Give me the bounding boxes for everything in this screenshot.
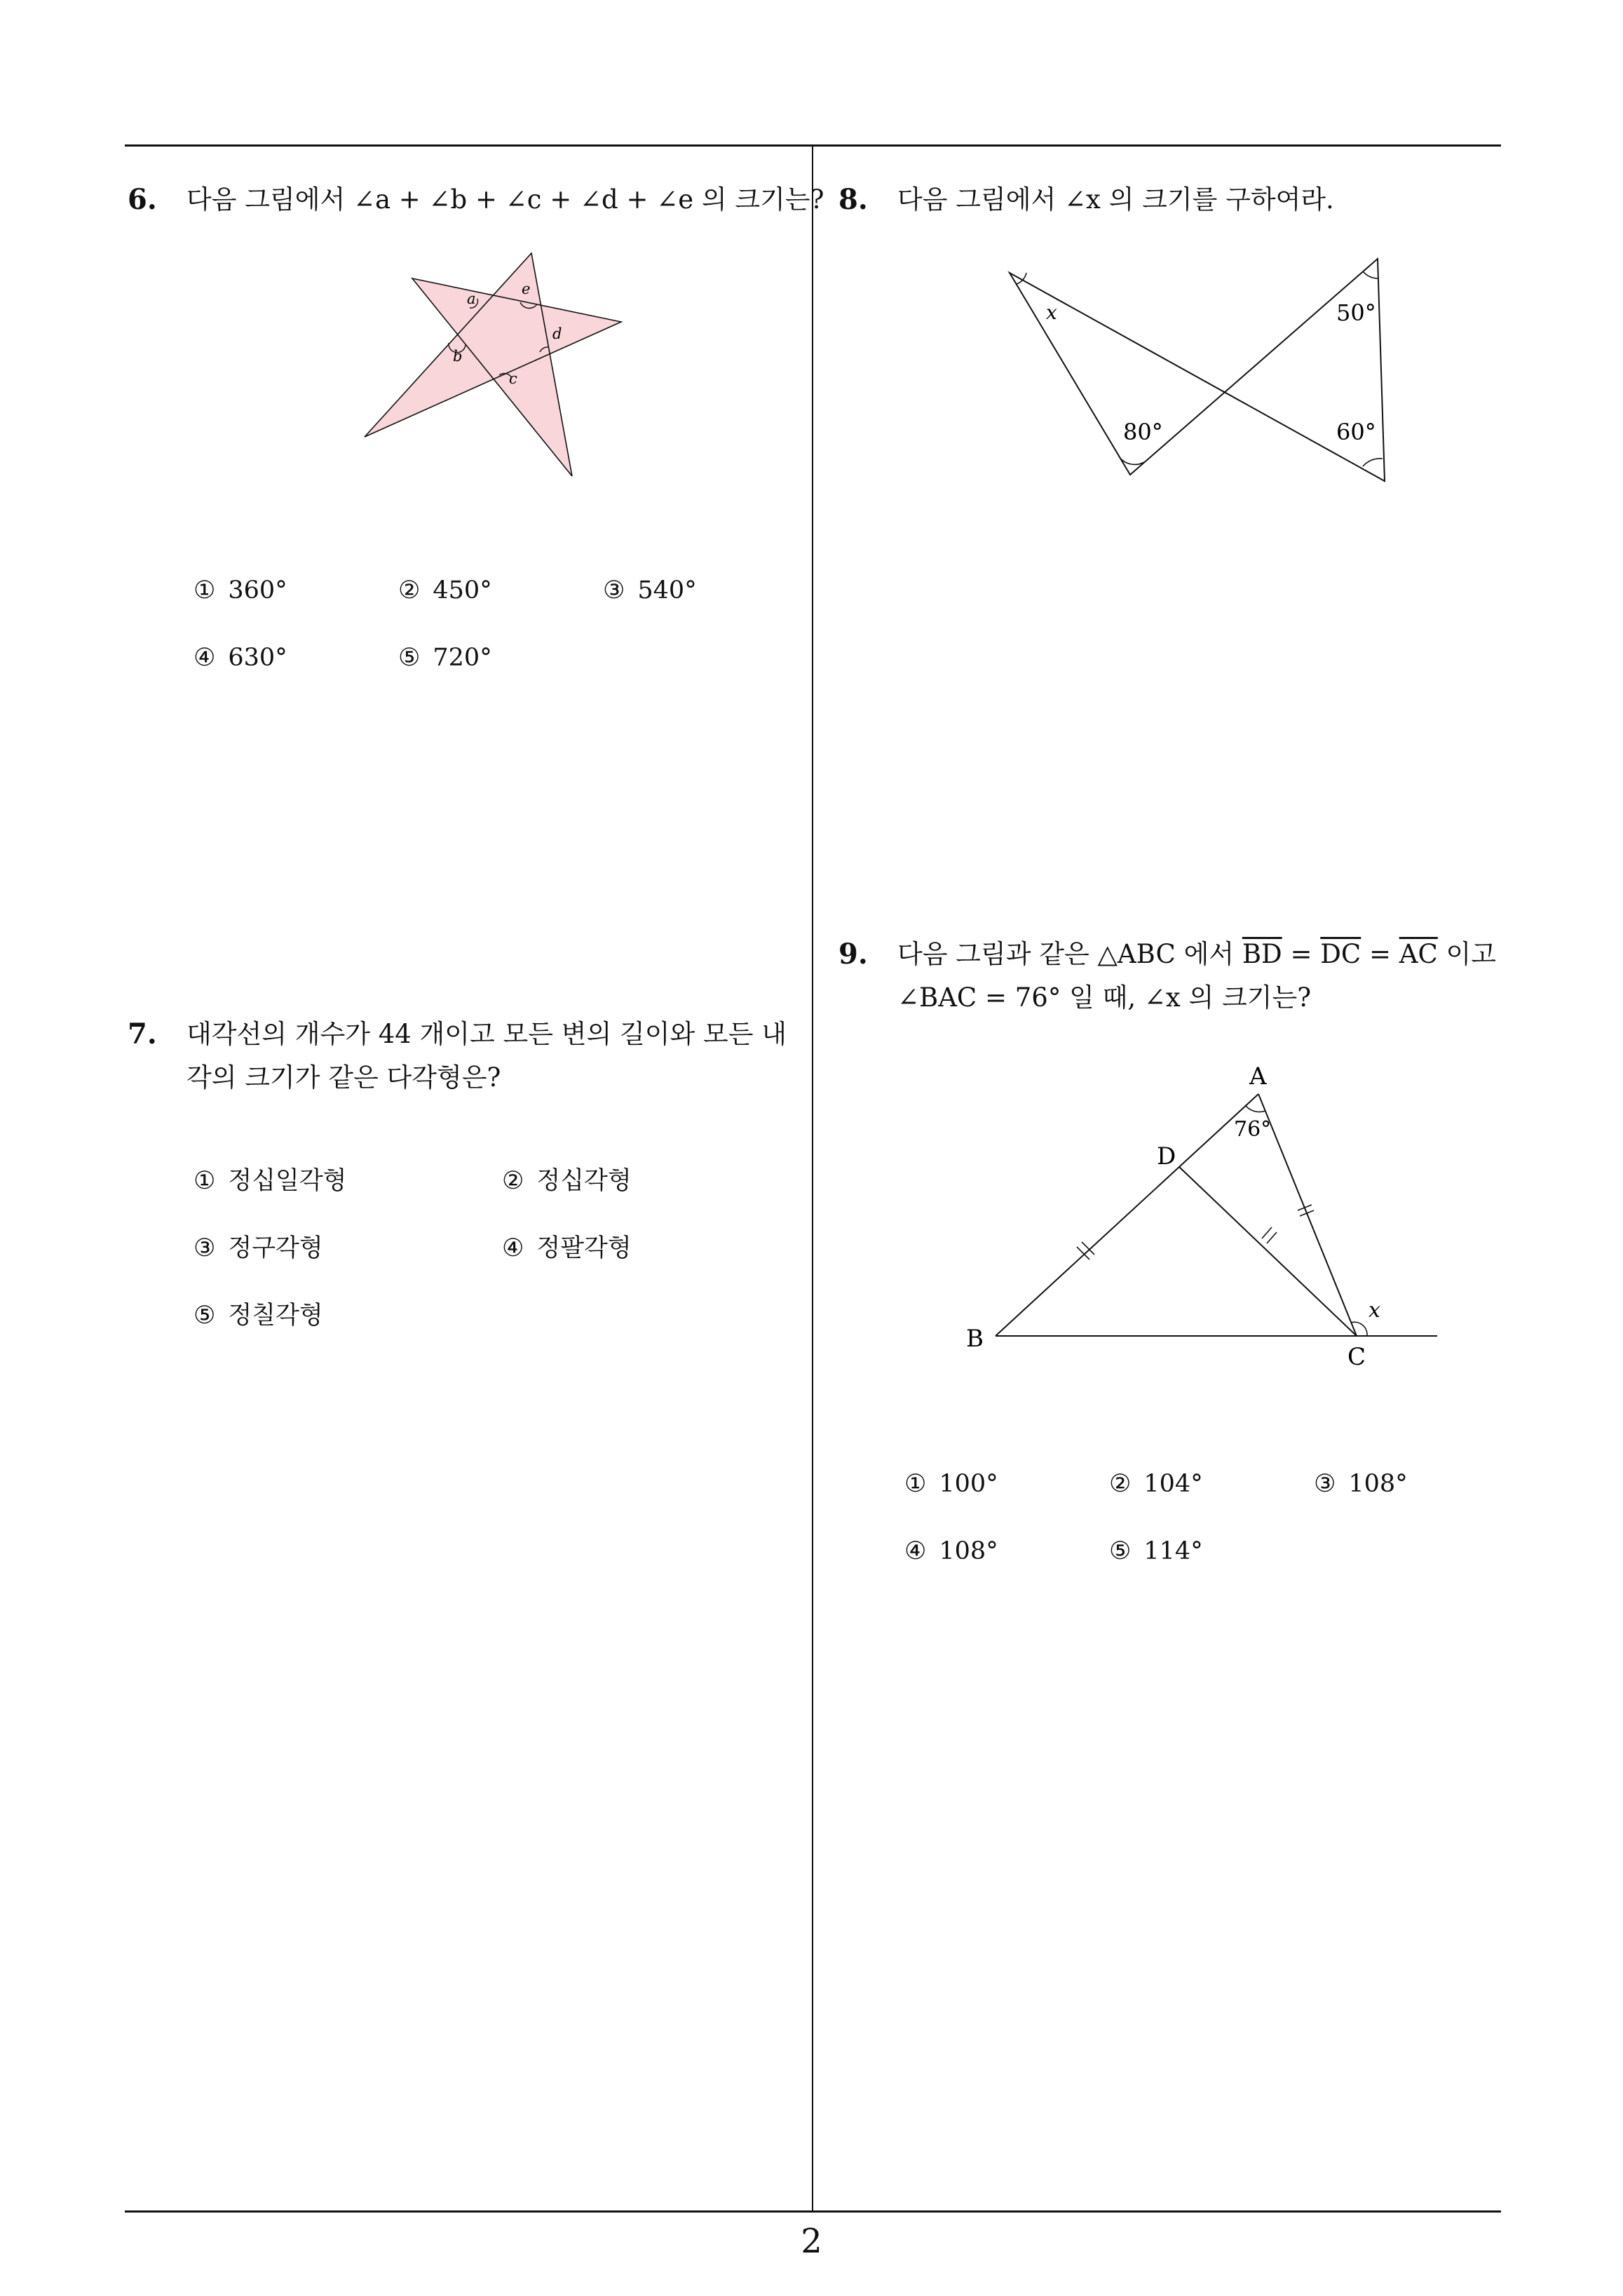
q6-choice-2[interactable]: ② 450°: [398, 576, 492, 605]
label-76: 76°: [1234, 1117, 1272, 1142]
side-ac: [1258, 1094, 1357, 1336]
question-text-line1: 대각선의 개수가 44 개이고 모든 변의 길이와 모든 내: [186, 1019, 787, 1049]
q7-choice-4[interactable]: ④ 정팔각형: [502, 1234, 632, 1262]
label-60: 60°: [1336, 419, 1376, 445]
label-C: C: [1347, 1343, 1366, 1371]
column-divider: [812, 144, 813, 2212]
q7-choice-3[interactable]: ③ 정구각형: [193, 1234, 323, 1262]
label-d: d: [552, 325, 562, 342]
bowtie-lines: [1010, 259, 1385, 481]
q7-choice-2[interactable]: ② 정십각형: [502, 1167, 632, 1195]
question-text: 다음 그림에서 ∠a + ∠b + ∠c + ∠d + ∠e 의 크기는?: [186, 184, 824, 215]
q7-choice-5[interactable]: ⑤ 정칠각형: [193, 1302, 323, 1330]
segment-dc-line: [1179, 1167, 1357, 1336]
label-50: 50°: [1336, 299, 1376, 326]
q6-choice-1[interactable]: ① 360°: [193, 576, 287, 605]
bowtie-figure: [996, 249, 1402, 487]
q6-choice-3[interactable]: ③ 540°: [603, 576, 697, 605]
question-number: 6.: [128, 183, 157, 216]
segment-ac: $\overline{AC}$: [1399, 939, 1438, 969]
question-8: [838, 178, 1483, 222]
question-number: 8.: [838, 183, 868, 216]
q9-choice-4[interactable]: ④ 108°: [904, 1537, 998, 1565]
question-6: [128, 178, 824, 222]
segment-bd: $\overline{BD}$: [1242, 939, 1282, 969]
label-x: x: [1369, 1298, 1380, 1323]
label-D: D: [1157, 1142, 1176, 1170]
question-7: [128, 1013, 801, 1100]
label-b: b: [453, 348, 463, 365]
question-number: 7.: [128, 1018, 157, 1051]
q9-choice-5[interactable]: ⑤ 114°: [1109, 1537, 1203, 1565]
q9-choice-3[interactable]: ③ 108°: [1314, 1470, 1408, 1498]
side-ab: [996, 1094, 1258, 1336]
star-figure: [351, 249, 631, 487]
angle-arc-76: [1246, 1106, 1265, 1112]
angle-arc-60: [1363, 459, 1383, 466]
question-text-line2: ∠BAC = 76° 일 때, ∠x 의 크기는?: [897, 982, 1312, 1013]
q9-choice-2[interactable]: ② 104°: [1109, 1470, 1203, 1498]
q6-choice-5[interactable]: ⑤ 720°: [398, 644, 492, 672]
label-e: e: [522, 281, 531, 297]
q6-choice-4[interactable]: ④ 630°: [193, 644, 287, 672]
tick-bd: [1077, 1242, 1094, 1260]
page-number: 2: [801, 2222, 822, 2261]
label-80: 80°: [1123, 419, 1163, 445]
bottom-rule: [125, 2210, 1501, 2213]
question-text: 다음 그림에서 ∠x 의 크기를 구하여라.: [897, 184, 1334, 215]
angle-arc-50: [1363, 271, 1378, 278]
label-B: B: [966, 1325, 984, 1353]
star-fill: [365, 253, 621, 476]
tick-dc: [1262, 1227, 1277, 1243]
q9-choice-1[interactable]: ① 100°: [904, 1470, 998, 1498]
label-c: c: [509, 370, 517, 387]
question-text-line1: 다음 그림과 같은 △ABC 에서 $\overline{BD} = \overline{DC} = \overline{AC}$ 이고: [897, 939, 1497, 969]
angle-arc-x: [1017, 273, 1026, 284]
triangle-figure: [953, 1052, 1458, 1389]
label-x: x: [1046, 301, 1057, 324]
question-number: 9.: [838, 938, 868, 971]
label-A: A: [1249, 1062, 1267, 1090]
question-text-line2: 각의 크기가 같은 다각형은?: [186, 1062, 501, 1093]
segment-dc: $\overline{DC}$: [1320, 939, 1361, 969]
q7-choice-1[interactable]: ① 정십일각형: [193, 1167, 347, 1195]
question-9: [838, 933, 1497, 1020]
label-a: a: [467, 290, 476, 307]
